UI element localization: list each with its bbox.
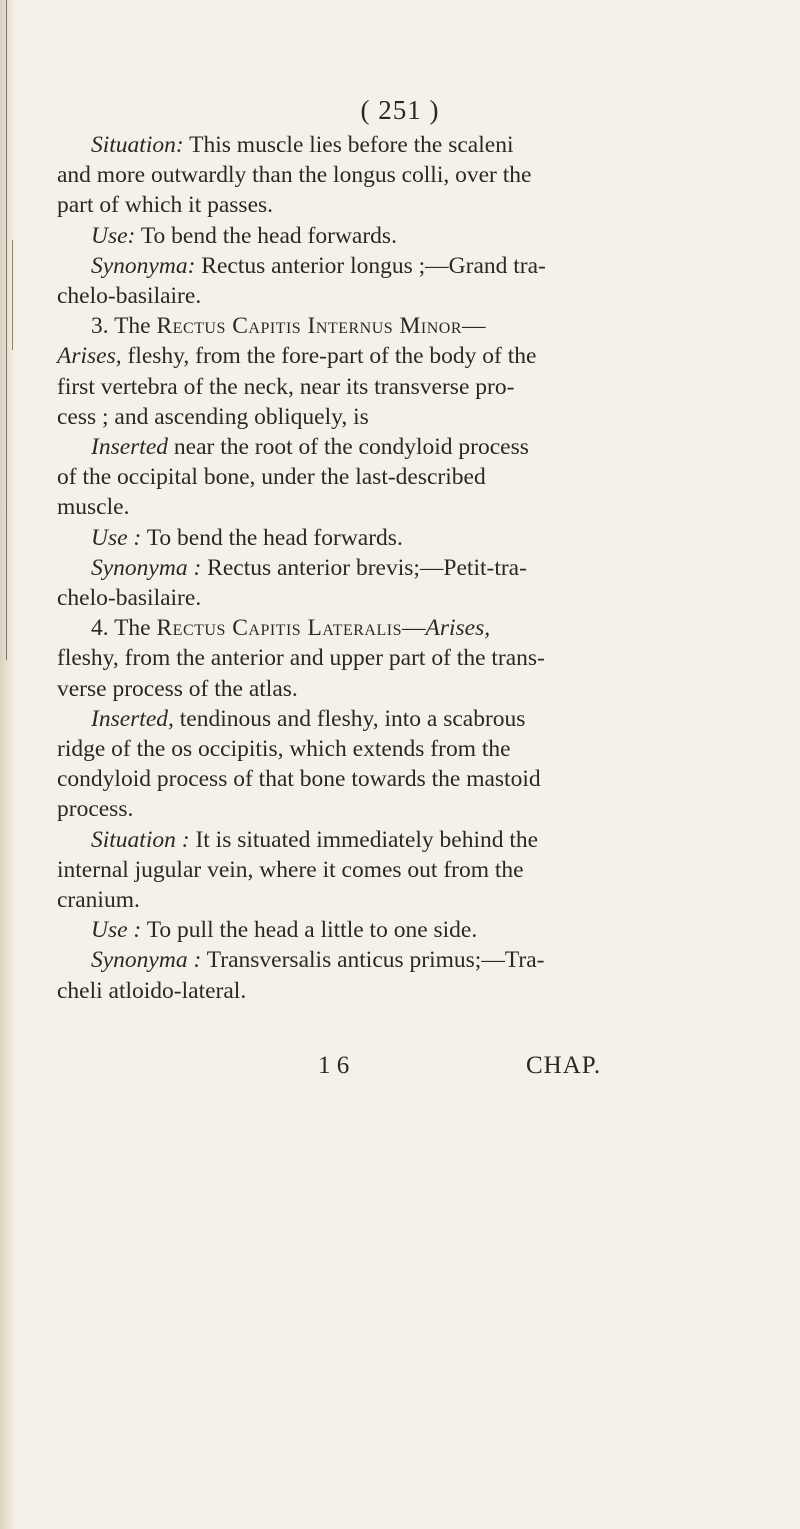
text-line xyxy=(57,855,757,885)
text-line xyxy=(57,432,757,462)
line-text: and more outwardly than the longus colli, over the xyxy=(57,162,532,189)
line-text: tendinous and fleshy, into a scabrous xyxy=(173,705,526,732)
paragraph xyxy=(57,553,757,613)
text-line xyxy=(57,825,757,855)
line-text: It is situated immediately behind the xyxy=(189,826,539,853)
line-text: cheli atloido-lateral. xyxy=(57,977,247,1004)
text-line xyxy=(57,492,757,522)
line-text: fleshy, from the anterior and upper part of the trans- xyxy=(57,645,545,672)
line-text: To pull the head a little to one side. xyxy=(141,917,478,944)
text-line xyxy=(57,190,757,220)
binding-line xyxy=(12,240,13,350)
page-binding-edge xyxy=(0,0,16,1529)
paragraph xyxy=(57,825,757,916)
signature-mark: 1 6 xyxy=(318,1052,350,1079)
line-text: cess ; and ascending obliquely, is xyxy=(57,403,369,430)
text-line xyxy=(57,915,757,945)
muscle-title: Rectus Capitis Internus Minor xyxy=(156,313,463,340)
field-label: Situation : xyxy=(91,826,190,853)
text-line xyxy=(57,613,757,643)
body-text xyxy=(57,130,757,1006)
section-number: 4. xyxy=(91,615,109,642)
text-line xyxy=(57,976,757,1006)
title-dash: — xyxy=(401,615,426,642)
line-text: of the occipital bone, under the last-described xyxy=(57,464,486,491)
paragraph xyxy=(57,523,757,553)
text-line xyxy=(57,402,757,432)
field-label: Use: xyxy=(91,222,136,249)
line-text: Rectus anterior longus ;—Grand tra- xyxy=(195,252,546,279)
line-text: first vertebra of the neck, near its transverse pro- xyxy=(57,373,515,400)
paragraph xyxy=(57,130,757,221)
text-line xyxy=(57,885,757,915)
text-line xyxy=(57,130,757,160)
paragraph xyxy=(57,613,757,704)
text-line xyxy=(57,734,757,764)
field-label: Use : xyxy=(91,917,142,944)
text-line xyxy=(57,160,757,190)
title-dash: — xyxy=(462,313,486,340)
line-text: To bend the head forwards. xyxy=(135,222,397,249)
text-line xyxy=(57,251,757,281)
line-text: To bend the head forwards. xyxy=(141,524,403,551)
text-line xyxy=(57,674,757,704)
paragraph xyxy=(57,915,757,945)
line-text: chelo-basilaire. xyxy=(57,585,202,612)
line-text: chelo-basilaire. xyxy=(57,283,202,310)
line-text: process. xyxy=(57,796,134,823)
field-label: Synonyma : xyxy=(91,554,202,581)
paragraph xyxy=(57,311,757,432)
field-label: Synonyma : xyxy=(91,947,202,974)
line-text: muscle. xyxy=(57,494,130,521)
text-line xyxy=(57,523,757,553)
text-line xyxy=(57,704,757,734)
page-number: ( 251 ) xyxy=(360,95,440,125)
text-line xyxy=(57,764,757,794)
line-text: part of which it passes. xyxy=(57,192,274,219)
text-line xyxy=(57,341,757,371)
text-line xyxy=(57,945,757,975)
text-line xyxy=(57,311,757,341)
field-label: Inserted xyxy=(91,434,169,461)
title-prefix: The xyxy=(108,615,157,642)
field-label: Inserted, xyxy=(91,705,174,732)
field-label: Situation: xyxy=(91,132,184,158)
line-text: Transversalis anticus primus;—Tra- xyxy=(201,947,545,974)
line-text: internal jugular vein, where it comes out from the xyxy=(57,856,524,883)
text-line xyxy=(57,221,757,251)
text-line xyxy=(57,583,757,613)
text-line xyxy=(57,794,757,824)
text-line xyxy=(57,372,757,402)
line-text: verse process of the atlas. xyxy=(57,675,298,702)
muscle-title: Rectus Capitis Lateralis xyxy=(156,615,402,642)
paragraph xyxy=(57,432,757,523)
field-label: Use : xyxy=(91,524,142,551)
paragraph xyxy=(57,945,757,1005)
paragraph xyxy=(57,221,757,251)
field-label: Arises, xyxy=(57,343,122,370)
line-text: condyloid process of that bone towards the mastoid xyxy=(57,766,541,793)
paragraph xyxy=(57,251,757,311)
line-text: cranium. xyxy=(57,887,140,914)
line-text: fleshy, from the fore-part of the body of the xyxy=(121,343,537,370)
text-line xyxy=(57,281,757,311)
line-text: This muscle lies before the scaleni xyxy=(183,132,514,158)
line-text: Rectus anterior brevis;—Petit-tra- xyxy=(201,554,527,581)
paragraph xyxy=(57,704,757,825)
catchword: CHAP. xyxy=(526,1052,602,1079)
line-text: ridge of the os occipitis, which extends from the xyxy=(57,736,511,763)
text-line xyxy=(57,462,757,492)
text-line xyxy=(57,553,757,583)
field-label: Synonyma: xyxy=(91,252,196,279)
line-text: near the root of the condyloid process xyxy=(168,434,529,461)
title-prefix: The xyxy=(108,313,157,340)
text-line xyxy=(57,643,757,673)
section-number: 3. xyxy=(91,313,109,340)
field-label: Arises, xyxy=(425,615,491,642)
